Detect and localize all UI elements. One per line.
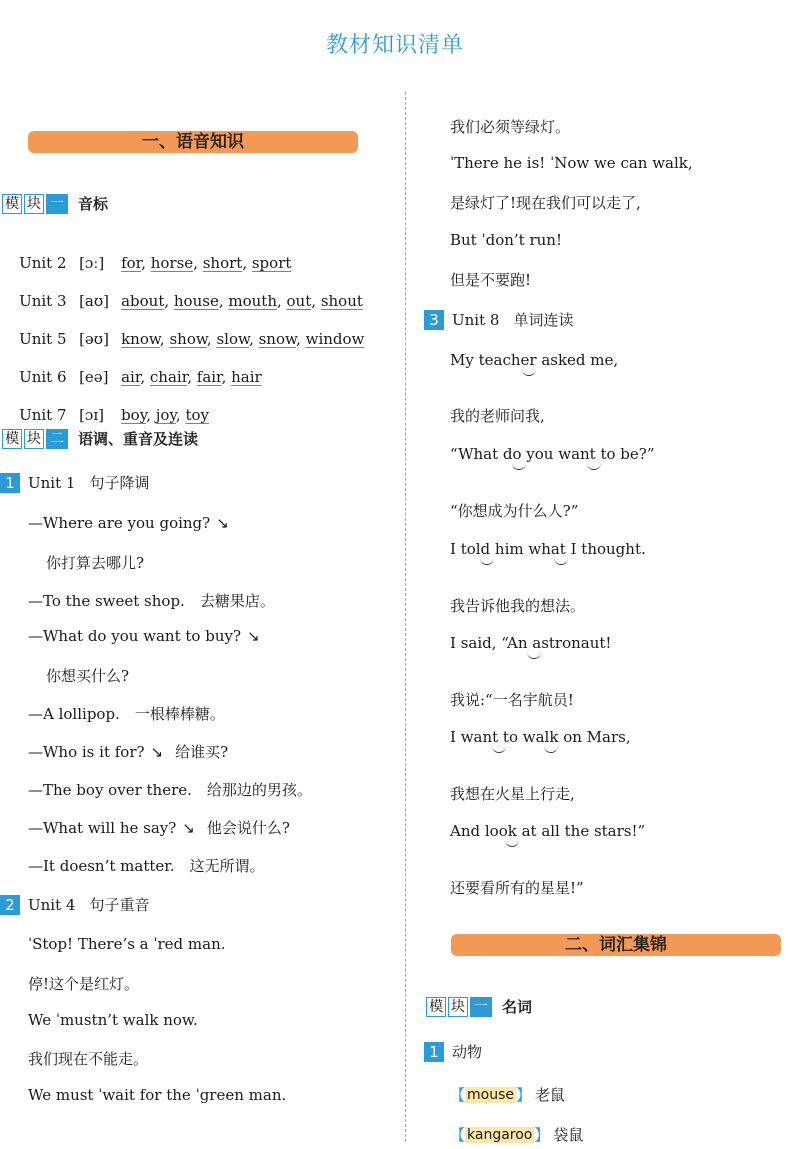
- dialogue-line: [28, 627, 260, 645]
- item-linking: [424, 309, 573, 330]
- dialogue-line: —To the sweet shop. 去糖果店。: [28, 592, 275, 610]
- word: for: [121, 254, 142, 272]
- bracket-open: 【: [450, 1086, 466, 1104]
- module-number: 一: [470, 997, 492, 1017]
- ipa-row: Unit 7 [ɔɪ] boy, joy, toy: [19, 406, 210, 424]
- dialogue-line: —The boy over there. 给那边的男孩。: [28, 781, 312, 799]
- item-number: 1: [0, 473, 20, 493]
- linking-mark: [512, 462, 526, 470]
- module-title: 名词: [502, 998, 533, 1016]
- poem-line: 我说:“一名宇航员!: [450, 691, 574, 709]
- vocab-english: mouse: [467, 1086, 514, 1103]
- item-number: 2: [0, 895, 20, 915]
- dialogue-text: —Who is it for?: [28, 743, 145, 761]
- column-divider: [405, 92, 406, 1142]
- ipa-symbol: [ɔː]: [79, 254, 105, 272]
- dialogue-line: —A lollipop. 一根棒棒糖。: [28, 705, 225, 723]
- poem-line: 但是不要跑!: [450, 271, 532, 289]
- ipa-row: Unit 6 [eə] air, chair, fair, hair: [19, 368, 262, 386]
- dialogue-text: —What do you want to buy?: [28, 627, 241, 645]
- unit-label: Unit 5: [19, 330, 67, 348]
- dialogue-text: —What will he say?: [28, 819, 177, 837]
- poem-line: ˈStop! There’s a ˈred man.: [28, 935, 226, 953]
- module-box: 模: [2, 429, 22, 449]
- falling-arrow-icon: ↘: [150, 743, 164, 761]
- vocab-chinese: 袋鼠: [553, 1126, 584, 1144]
- module-phonetic-symbols: [2, 193, 108, 214]
- dialogue-text: 给谁买?: [175, 743, 229, 761]
- poem-line: ˈThere he is! ˈNow we can walk,: [450, 154, 693, 172]
- dialogue-text: —Where are you going?: [28, 514, 211, 532]
- poem-line: 是绿灯了!现在我们可以走了,: [450, 194, 641, 212]
- poem-line: I said, “An astronaut!: [450, 634, 612, 652]
- ipa-symbol: [eə]: [79, 368, 109, 386]
- dialogue-line: 你想买什么?: [46, 667, 130, 685]
- bracket-close: 】: [516, 1086, 532, 1104]
- section-title-vocabulary: 二、词汇集锦: [451, 934, 781, 956]
- poem-line: My teacher asked me,: [450, 351, 619, 369]
- item-falling-tone: [0, 472, 149, 493]
- module-box: 块: [448, 997, 468, 1017]
- poem-line: I want to walk on Mars,: [450, 728, 631, 746]
- module-nouns: [426, 996, 532, 1017]
- module-box: 块: [24, 194, 44, 214]
- word: horse: [150, 254, 194, 272]
- word: mouth: [228, 292, 277, 310]
- module-number: 二: [46, 429, 68, 449]
- word: about: [121, 292, 165, 310]
- linking-mark: [587, 462, 601, 470]
- word: sport: [251, 254, 292, 272]
- falling-arrow-icon: ↘: [247, 627, 260, 645]
- poem-line: “What do you want to be?”: [450, 445, 655, 463]
- word: out: [286, 292, 312, 310]
- module-number: 一: [46, 194, 68, 214]
- word: boy: [121, 406, 147, 424]
- poem-line: And look at all the stars!”: [450, 822, 646, 840]
- linking-mark: [480, 557, 494, 565]
- word: fair: [196, 368, 222, 386]
- poem-line: 我的老师问我,: [450, 407, 545, 425]
- word: shout: [320, 292, 363, 310]
- dialogue-line: [28, 741, 228, 762]
- vocab-chinese: 老鼠: [535, 1086, 566, 1104]
- dialogue-line: —It doesn’t matter. 这无所谓。: [28, 857, 265, 875]
- poem-line: 我们现在不能走。: [28, 1050, 149, 1068]
- word: chair: [149, 368, 188, 386]
- module-box: 模: [426, 997, 446, 1017]
- dialogue-line: [28, 514, 229, 532]
- poem-line: 我想在火星上行走,: [450, 785, 575, 803]
- module-title: 语调、重音及连读: [78, 430, 199, 448]
- item-animals: [424, 1041, 482, 1062]
- poem-line: 还要看所有的星星!”: [450, 879, 584, 897]
- module-box: 模: [2, 194, 22, 214]
- module-box: 块: [24, 429, 44, 449]
- item-number: 3: [424, 310, 444, 330]
- unit-label: Unit 8: [452, 310, 500, 329]
- ipa-symbol: [əʊ]: [79, 330, 109, 348]
- poem-line: We ˈmustn’t walk now.: [28, 1011, 198, 1029]
- poem-line: 我告诉他我的想法。: [450, 597, 586, 615]
- item-sentence-stress: [0, 894, 149, 915]
- word: snow: [258, 330, 297, 348]
- ipa-row: Unit 2 [ɔː] for, horse, short, sport: [19, 254, 292, 272]
- unit-label: Unit 7: [19, 406, 67, 424]
- word: hair: [231, 368, 262, 386]
- word: show: [169, 330, 207, 348]
- ipa-symbol: [ɔɪ]: [79, 406, 104, 424]
- linking-mark: [492, 745, 506, 753]
- poem-line: But ˈdon’t run!: [450, 231, 562, 249]
- ipa-row: Unit 5 [əʊ] know, show, slow, snow, window: [19, 330, 365, 348]
- dialogue-line: [28, 817, 290, 838]
- linking-mark: [522, 368, 536, 376]
- page-title: 教材知识清单: [325, 33, 464, 58]
- bracket-close: 】: [534, 1126, 550, 1144]
- falling-arrow-icon: ↘: [216, 514, 229, 532]
- poem-line: “你想成为什么人?”: [450, 502, 579, 520]
- item-title: 句子降调: [89, 474, 150, 492]
- bracket-open: 【: [450, 1126, 466, 1144]
- word: house: [173, 292, 219, 310]
- module-title: 音标: [78, 195, 109, 213]
- ipa-symbol: [aʊ]: [79, 292, 110, 310]
- linking-mark: [527, 651, 541, 659]
- word: air: [121, 368, 141, 386]
- linking-mark: [554, 557, 568, 565]
- poem-line: 停!这个是红灯。: [28, 975, 140, 993]
- falling-arrow-icon: ↘: [182, 819, 195, 837]
- item-title: 单词连读: [513, 311, 574, 329]
- item-number: 1: [424, 1042, 444, 1062]
- item-title: 动物: [452, 1043, 483, 1061]
- vocab-entry: [450, 1124, 583, 1145]
- word: short: [202, 254, 243, 272]
- item-title: 句子重音: [89, 896, 150, 914]
- dialogue-line: 你打算去哪儿?: [46, 554, 145, 572]
- word: window: [305, 330, 365, 348]
- module-intonation: [2, 428, 198, 449]
- linking-mark: [505, 839, 519, 847]
- unit-label: Unit 3: [19, 292, 67, 310]
- unit-label: Unit 2: [19, 254, 67, 272]
- dialogue-text: 他会说什么?: [206, 819, 290, 837]
- linking-mark: [544, 745, 558, 753]
- word: slow: [216, 330, 250, 348]
- unit-label: Unit 6: [19, 368, 67, 386]
- section-title-phonetics: 一、语音知识: [28, 131, 358, 153]
- unit-label: Unit 4: [28, 895, 76, 914]
- poem-line: 我们必须等绿灯。: [450, 118, 571, 136]
- word: know: [121, 330, 160, 348]
- ipa-row: Unit 3 [aʊ] about, house, mouth, out, shout: [19, 292, 363, 310]
- poem-line: We must ˈwait for the ˈgreen man.: [28, 1086, 287, 1104]
- poem-line: I told him what I thought.: [450, 540, 646, 558]
- vocab-english: kangaroo: [467, 1126, 533, 1143]
- word: joy: [155, 406, 176, 424]
- word: toy: [185, 406, 210, 424]
- vocab-entry: [450, 1084, 565, 1105]
- unit-label: Unit 1: [28, 473, 76, 492]
